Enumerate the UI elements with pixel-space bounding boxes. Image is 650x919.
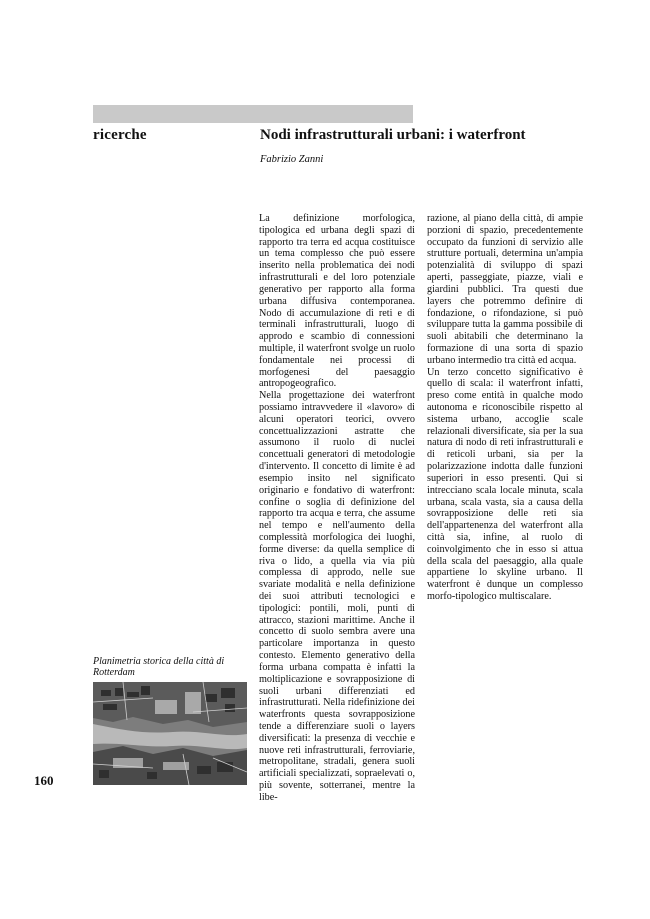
map-illustration [93,682,247,785]
page-number: 160 [34,773,54,788]
paragraph: razione, al piano della città, di ampie porzioni di spazio, precedentemente occupato da funzioni di servizio alle strutture portuali, determina un'ampia potenzialità di sviluppo di spazi aperti, passeggiate, piazze, viali e giardini pubblici. Tra questi due layers che potremmo definire di fondazione, o rifondazione, si può sviluppare tutta la gamma possibile di suoli abitabili che determinano la formazione di una sorta di spazio urbano intermedio tra città ed acqua. [427,213,583,366]
section-label: ricerche [93,127,147,143]
text-column-2 [427,213,583,603]
author-name: Fabrizio Zanni [260,154,324,165]
article-title: Nodi infrastrutturali urbani: i waterfront [260,127,526,143]
paragraph: Un terzo concetto significativo è quello di scala: il waterfront infatti, preso come entità in qualche modo autonoma e riconoscibile rispetto al sistema urbano, accoglie scale relazionali diversificate, sia per la sua natura di nodo di reti infrastrutturali e di reticoli urbani, sia per la polarizzazione indotta dalle funzioni superiori in esso presenti. Qui si intrecciano scala locale minuta, scala urbana, scala vasta, sia a causa della sovrapposizione delle reti sia dell'appartenenza del waterfront alla città sia, infine, al ruolo di coinvolgimento che in esso si attua della scala del paesaggio, alla quale appartiene lo skyline urbano. Il waterfront è dunque un complesso morfo-tipologico multiscalare. [427,366,583,602]
rotterdam-historical-map-image [93,682,247,785]
paragraph: Nella progettazione dei waterfront possiamo intravvedere il «lavoro» di alcuni operatori teorici, ovvero concettualizzazioni astratte che assumono il ruolo di nuclei concettuali generatori di metodologie d'intervento. Il concetto di limite è ad esempio insito nel significato originario e fondativo di waterfront: confine o soglia di definizione del rapporto tra acqua e terra, che assume nel tempo e nell'aumento della complessità morfologica dei luoghi, forme diverse: da quella semplice di riva o lido, a quella via via più complessa di approdo, nelle sue svariate modalità e nella definizione dei suoi attributi tecnologici e tipologici: pontili, moli, punti di attracco, stazioni marittime. Anche il concetto di suolo sembra avere una particolare importanza in questo contesto. Elemento generativo della forma urbana compatta è infatti la moltiplicazione e sovrapposizione di suoli urbani differenziati ed infrastrutturati. Nella ridefinizione dei waterfronts questa sovrapposizione tende a differenziare suoli o layers diversificati: la presenza di vecchie e nuove reti infrastrutturali, ferroviarie, metropolitane, stradali, genera suoli artificiali specializzati, sopraelevati o, più sovente, sotterranei, mentre la libe- [259,390,415,803]
paragraph: La definizione morfologica, tipologica ed urbana degli spazi di rapporto tra terra ed acqua costituisce un tema complesso che può essere inserito nella problematica dei nodi infrastrutturali e del loro potenziale generativo per rapporto alla forma urbana diffusiva contemporanea. Nodo di accumulazione di reti e di terminali infrastrutturali, luogo di approdo e scambio di connessioni multiple, il waterfront svolge un ruolo fondamentale nei processi di morfogenesi del paesaggio antropogeografico. [259,213,415,390]
text-column-1 [259,213,415,804]
figure-caption: Planimetria storica della città di Rotterdam [93,656,225,678]
header-gray-bar [93,105,413,123]
